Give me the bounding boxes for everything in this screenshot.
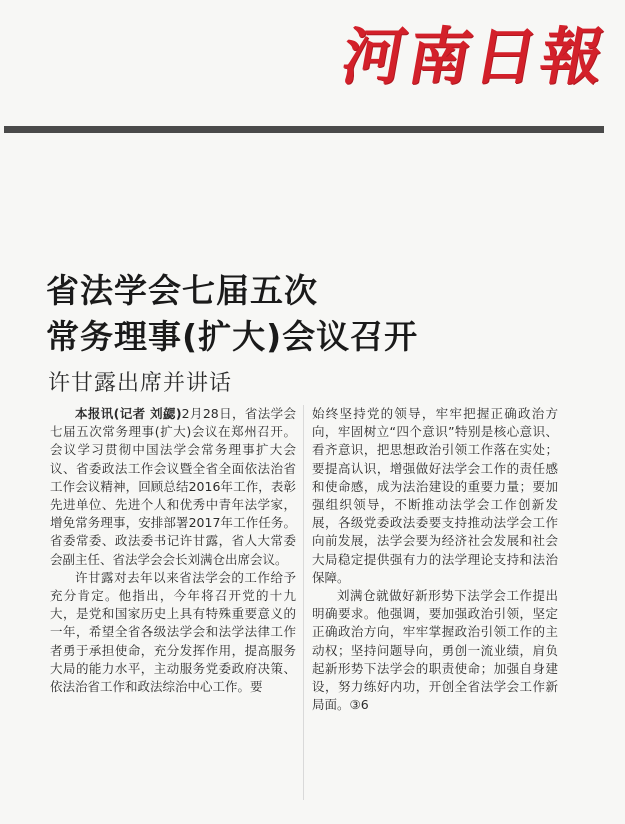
byline: 本报讯(记者 刘勰) bbox=[75, 406, 182, 421]
paragraph-1 bbox=[50, 405, 296, 569]
paragraph-1-text: 2月28日，省法学会七届五次常务理事(扩大)会议在郑州召开。会议学习贯彻中国法学会常务理事扩大会议、省委政法工作会议暨全省全面依法治省工作会议精神，回顾总结2016年工作，表彰先进单位、先进个人和优秀中青年法学家，增免常务理事，安排部署2017年工作任务。省委常委、政法委书记许甘露，省人大常委会副主任、省法学会会长刘满仓出席会议。 bbox=[50, 406, 297, 567]
headline-line-2: 常务理事(扩大)会议召开 bbox=[46, 317, 419, 356]
paragraph-3: 刘满仓就做好新形势下法学会工作提出明确要求。他强调，要加强政治引领，坚定正确政治方向，牢牢掌握政治引领工作的主动权；坚持问题导向，勇创一流业绩，肩负起新形势下法学会的职责使命；加强自身建设，努力练好内功，开创全省法学会工作新局面。③6 bbox=[312, 588, 558, 713]
article-subhead: 许甘露出席并讲话 bbox=[48, 371, 233, 396]
article-headline bbox=[46, 268, 418, 360]
article-column-left bbox=[50, 405, 296, 696]
masthead-title: 河南日報 bbox=[336, 20, 614, 93]
column-divider bbox=[303, 405, 304, 800]
masthead-rule bbox=[4, 126, 604, 133]
paragraph-2: 许甘露对去年以来省法学会的工作给予充分肯定。他指出，今年将召开党的十九大，是党和国家历史上具有特殊重要意义的一年，希望全省各级法学会和法学法律工作者勇于承担使命，充分发挥作用，提高服务大局的能力水平，主动服务党委政府决策、依法治省工作和政法综治中心工作。要 bbox=[50, 569, 296, 695]
headline-line-1: 省法学会七届五次 bbox=[46, 271, 318, 310]
paragraph-2-continued: 始终坚持党的领导，牢牢把握正确政治方向，牢固树立“四个意识”特别是核心意识、看齐意识，把思想政治引领工作落在实处；要提高认识，增强做好法学会工作的责任感和使命感，成为法治建设的重要力量；要加强组织领导，不断推动法学会工作创新发展，各级党委政法委要支持推动法学会工作向前发展，法学会要为经济社会发展和社会大局稳定提供强有力的法学理论支持和法治保障。 bbox=[312, 406, 558, 585]
newspaper-masthead bbox=[336, 12, 614, 102]
article-column-right bbox=[312, 405, 558, 714]
